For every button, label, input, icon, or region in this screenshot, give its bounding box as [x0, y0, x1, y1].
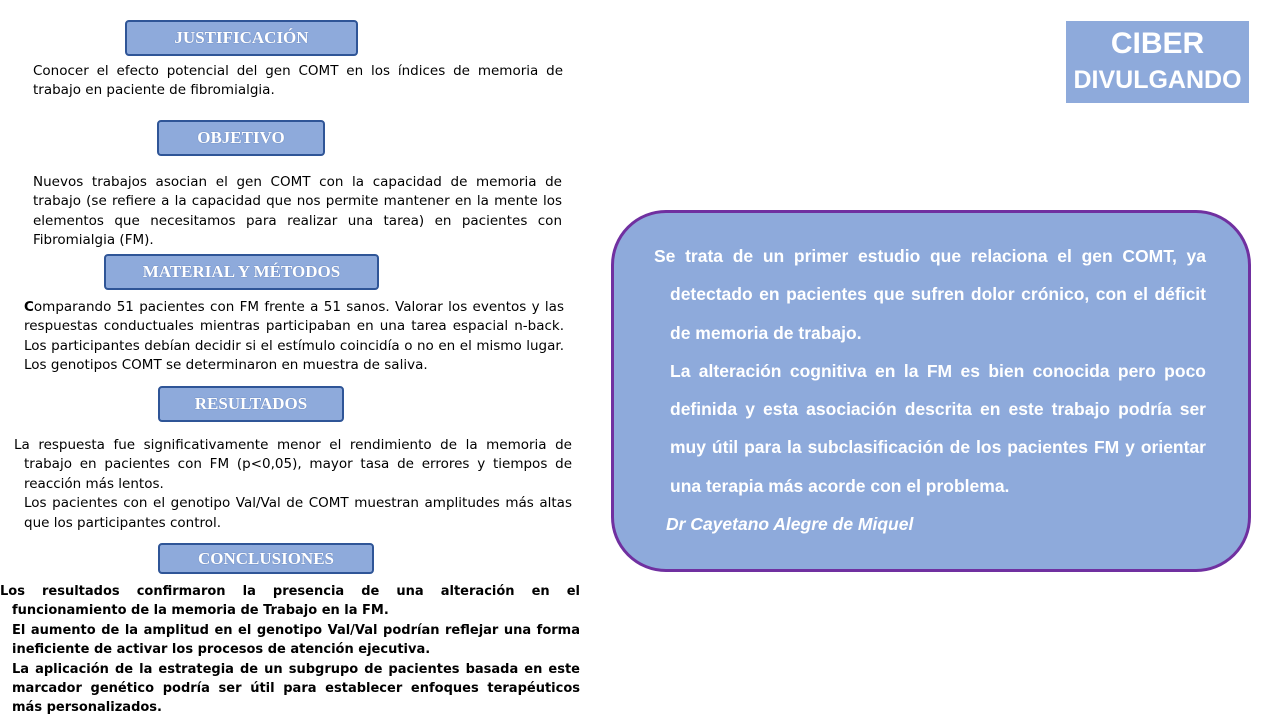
- resultados-paragraph-1: La respuesta fue significativamente menor el rendimiento de la memoria de trabajo en pacientes con FM (p<0,05), mayor tasa de errores y tiempos de reacción más lentos.: [14, 437, 572, 492]
- brand-line-1: CIBER: [1110, 27, 1205, 60]
- section-header-justificacion: JUSTIFICACIÓN: [125, 20, 358, 56]
- objetivo-text: Nuevos trabajos asocian el gen COMT con la capacidad de memoria de trabajo (se refiere a la capacidad que nos permite mantener en la mente los elementos que necesitamos para realizar una tarea) en pacientes con Fibromialgia (FM).: [33, 174, 562, 249]
- section-header-conclusiones: CONCLUSIONES: [158, 543, 374, 574]
- summary-paragraph-1: Se trata de un primer estudio que relaciona el gen COMT, ya detectado en pacientes que sufren dolor crónico, con el déficit de memoria de trabajo.: [654, 246, 1206, 343]
- conclusiones-text: [0, 582, 580, 718]
- drop-initial: C: [24, 299, 34, 315]
- author-signature: Dr Cayetano Alegre de Miquel: [666, 514, 914, 535]
- resultados-text: [14, 436, 572, 533]
- resultados-paragraph-2: Los pacientes con el genotipo Val/Val de COMT muestran amplitudes más altas que los participantes control.: [24, 495, 572, 531]
- justificacion-text: Conocer el efecto potencial del gen COMT en los índices de memoria de trabajo en paciente de fibromialgia.: [33, 63, 563, 99]
- material-metodos-body: omparando 51 pacientes con FM frente a 51 sanos. Valorar los eventos y las respuestas conductuales mientras participaban en una tarea espacial n-back. Los participantes debían decidir si el estímulo coincidía o no en el mismo lugar. Los genotipos COMT se determinaron en muestra de saliva.: [24, 299, 564, 374]
- section-header-material-metodos: MATERIAL Y MÉTODOS: [104, 254, 379, 290]
- section-header-objetivo: OBJETIVO: [157, 120, 325, 156]
- summary-bubble: [611, 210, 1251, 572]
- conclusiones-paragraph-2: El aumento de la amplitud en el genotipo Val/Val podrían reflejar una forma ineficiente de activar los procesos de atención ejecutiva.: [12, 622, 580, 658]
- brand-line-2: DIVULGANDO: [1073, 66, 1242, 94]
- conclusiones-paragraph-1: Los resultados confirmaron la presencia de una alteración en el funcionamiento de la memoria de Trabajo en la FM.: [0, 584, 580, 619]
- ciber-divulgando-logo: [1066, 21, 1249, 103]
- conclusiones-paragraph-3: La aplicación de la estrategia de un subgrupo de pacientes basada en este marcador genético podría ser útil para establecer enfoques terapéuticos más personalizados.: [12, 661, 580, 716]
- summary-paragraph-2: La alteración cognitiva en la FM es bien conocida pero poco definida y esta asociación descrita en este trabajo podría ser muy útil para la subclasificación de los pacientes FM y orientar una terapia más acorde con el problema.: [670, 360, 1206, 496]
- material-metodos-text: [24, 298, 564, 376]
- section-header-resultados: RESULTADOS: [158, 386, 344, 422]
